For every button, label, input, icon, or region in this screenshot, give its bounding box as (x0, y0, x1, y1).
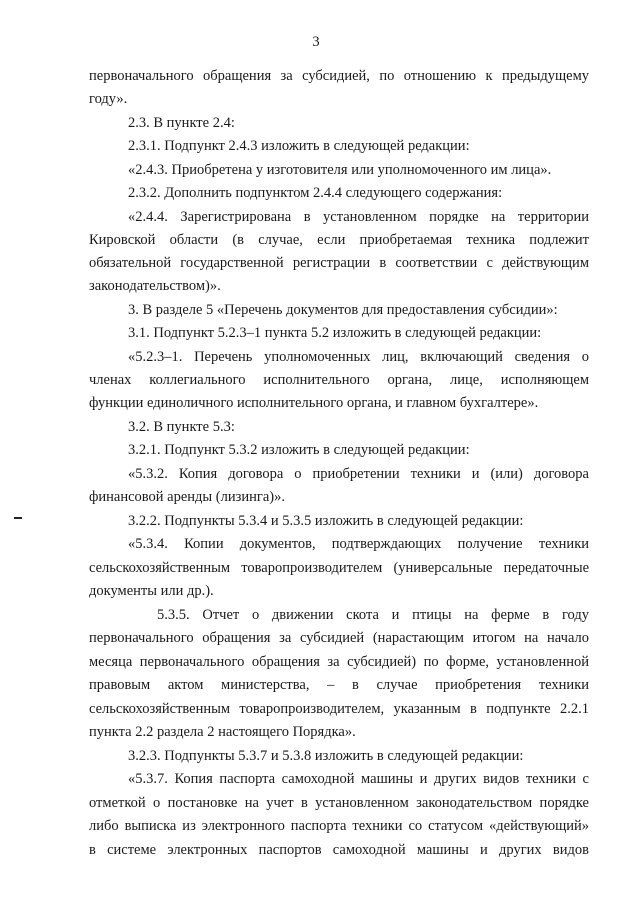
text-line: пункта 2.2 раздела 2 настоящего Порядка». (89, 724, 356, 740)
text-line: 3.2. В пункте 5.3: (128, 419, 235, 435)
text-line: 5.3.5. Отчет о движении скота и птицы на ферме в году (157, 607, 589, 623)
text-line: Кировской области (в случае, если приобретаемая техника подлежит (89, 232, 589, 248)
text-line: 3.2.3. Подпункты 5.3.7 и 5.3.8 изложить в следующей редакции: (128, 748, 524, 764)
text-line: финансовой аренды (лизинга)». (89, 489, 285, 505)
page-number: 3 (312, 34, 320, 50)
text-line: 3.2.1. Подпункт 5.3.2 изложить в следующей редакции: (128, 442, 470, 458)
margin-mark (14, 517, 22, 519)
text-line: обязательной государственной регистрации в соответствии с действующим (89, 255, 589, 271)
text-line: «2.4.3. Приобретена у изготовителя или уполномоченного им лица». (128, 162, 552, 178)
text-line: правовым актом министерства, – в случае приобретения техники (89, 677, 589, 693)
text-line: «5.2.3–1. Перечень уполномоченных лиц, включающий сведения о (128, 349, 589, 365)
text-line: членах коллегиального исполнительного органа, лице, исполняющем (89, 372, 589, 388)
text-line: сельскохозяйственным товаропроизводителем, указанным в подпункте 2.2.1 (89, 701, 589, 717)
text-line: сельскохозяйственным товаропроизводителем (универсальные передаточные (89, 560, 589, 576)
text-line: документы или др.). (89, 583, 214, 599)
text-line: 2.3.1. Подпункт 2.4.3 изложить в следующей редакции: (128, 138, 470, 154)
text-line: либо выписка из электронного паспорта техники со статусом «действующий» (89, 818, 589, 834)
text-line: «5.3.7. Копия паспорта самоходной машины и других видов техники с (128, 771, 589, 787)
text-line: «2.4.4. Зарегистрирована в установленном порядке на территории (128, 209, 589, 225)
text-line: отметкой о постановке на учет в установленном законодательством порядке (89, 795, 589, 811)
text-line: законодательством)». (89, 278, 221, 294)
text-line: «5.3.4. Копии документов, подтверждающих получение техники (128, 536, 589, 552)
text-line: году». (89, 91, 128, 107)
text-line: 2.3.2. Дополнить подпунктом 2.4.4 следующего содержания: (128, 185, 503, 201)
text-line: месяца первоначального обращения за субсидией) по форме, установленной (89, 654, 589, 670)
text-line: в системе электронных паспортов самоходной машины и других видов (89, 842, 589, 858)
text-line: 3.1. Подпункт 5.2.3–1 пункта 5.2 изложить в следующей редакции: (128, 325, 542, 341)
text-line: 2.3. В пункте 2.4: (128, 115, 235, 131)
text-line: 3. В разделе 5 «Перечень документов для предоставления субсидии»: (128, 302, 558, 318)
text-line: первоначального обращения за субсидией, по отношению к предыдущему (89, 68, 589, 84)
text-line: 3.2.2. Подпункты 5.3.4 и 5.3.5 изложить в следующей редакции: (128, 513, 524, 529)
text-line: функции единоличного исполнительного органа, и главном бухгалтере». (89, 395, 539, 411)
text-line: первоначального обращения за субсидией (нарастающим итогом на начало (89, 630, 589, 646)
text-line: «5.3.2. Копия договора о приобретении техники и (или) договора (128, 466, 589, 482)
